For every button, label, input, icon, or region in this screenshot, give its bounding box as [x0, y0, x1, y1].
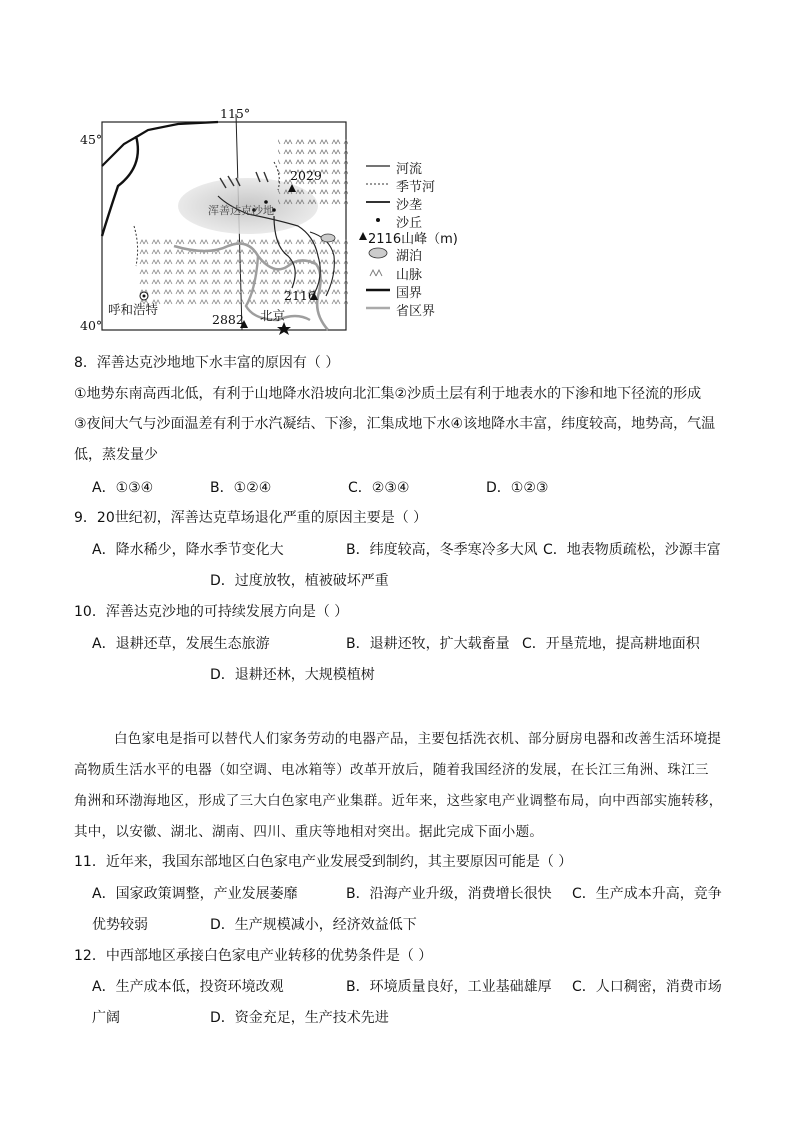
q11-option-c[interactable]: C．生产成本升高，竞争	[572, 886, 722, 902]
city-beijing-label: 北京	[260, 308, 286, 323]
sand-dune-dot-icon	[376, 218, 380, 222]
q9-option-c[interactable]: C．地表物质疏松，沙源丰富	[543, 542, 721, 558]
legend-sand-ridge: 沙垄	[396, 198, 423, 213]
q9-stem: 9．20世纪初，浑善达克草场退化严重的原因主要是（ ）	[74, 510, 428, 526]
q12-option-c-continued: 广阔	[92, 1010, 120, 1026]
q10-option-b[interactable]: B．退耕还牧，扩大载畜量	[346, 636, 510, 652]
q10-option-a[interactable]: A．退耕还草，发展生态旅游	[92, 636, 270, 652]
q8-line3: 低，蒸发量少	[74, 447, 158, 463]
q12-stem: 12．中西部地区承接白色家电产业转移的优势条件是（ ）	[74, 948, 433, 964]
q10-option-c[interactable]: C．开垦荒地，提高耕地面积	[522, 636, 700, 652]
q12-option-b[interactable]: B．环境质量良好，工业基础雄厚	[346, 979, 552, 995]
legend-sand-dune: 沙丘	[396, 216, 423, 231]
legend-river: 河流	[396, 162, 423, 177]
legend-mountain: 山脉	[396, 268, 423, 283]
q12-option-a[interactable]: A．生产成本低，投资环境改观	[92, 979, 284, 995]
q12-option-d[interactable]: D．资金充足，生产技术先进	[210, 1010, 389, 1026]
q11-option-d[interactable]: D．生产规模减小，经济效益低下	[210, 917, 417, 933]
longitude-label: 115°	[220, 106, 251, 121]
passage-line3: 角洲和环渤海地区，形成了三大白色家电产业集群。近年来，这些家电产业调整布局，向中西部实施转移，	[74, 793, 723, 809]
legend-peak: 2116山峰（m)	[368, 232, 458, 247]
passage-line1: 白色家电是指可以替代人们家务劳动的电器产品，主要包括洗衣机、部分厨房电器和改善生活环境提	[114, 731, 722, 747]
latitude-bottom-label: 40°	[80, 318, 103, 333]
peak-north-label: 2029	[290, 168, 322, 183]
passage-line4: 其中，以安徽、湖北、湖南、四川、重庆等地相对突出。据此完成下面小题。	[74, 824, 544, 840]
mountain-range-south	[138, 236, 348, 306]
legend-lake: 湖泊	[396, 249, 423, 264]
legend-seasonal-river: 季节河	[396, 180, 436, 195]
mountain-symbol-icon	[370, 270, 382, 276]
passage-line2: 高物质生活水平的电器（如空调、电冰箱等）改革开放后，随着我国经济的发展，在长江三角洲、珠江三	[74, 762, 709, 778]
city-hohhot-label: 呼和浩特	[108, 302, 159, 317]
q8-option-b[interactable]: B．①②④	[210, 480, 272, 496]
lake-ellipse-icon	[369, 248, 387, 258]
lake	[321, 234, 335, 242]
q8-stem: 8．浑善达克沙地地下水丰富的原因有（ ）	[74, 355, 340, 371]
q8-option-d[interactable]: D．①②③	[486, 480, 549, 496]
map-legend	[358, 156, 478, 319]
q9-option-d[interactable]: D．过度放牧，植被破坏严重	[210, 573, 389, 589]
q11-option-b[interactable]: B．沿海产业升级，消费增长很快	[346, 886, 552, 902]
legend-national-border: 国界	[396, 286, 423, 301]
q9-option-a[interactable]: A．降水稀少，降水季节变化大	[92, 542, 284, 558]
q8-option-a[interactable]: A．①③④	[92, 480, 154, 496]
q11-stem: 11．近年来，我国东部地区白色家电产业发展受到制约，其主要原因可能是（ ）	[74, 854, 573, 870]
peak-beijing-label: 2116	[284, 288, 316, 303]
q12-option-c[interactable]: C．人口稠密，消费市场	[572, 979, 722, 995]
q8-option-c[interactable]: C．②③④	[348, 480, 410, 496]
q8-line1: ①地势东南高西北低，有利于山地降水沿坡向北汇集②沙质土层有利于地表水的下渗和地下径流的形成	[74, 386, 702, 402]
q10-option-d[interactable]: D．退耕还林，大规模植树	[210, 667, 375, 683]
peak-south-label: 2882	[212, 312, 244, 327]
q10-stem: 10．浑善达克沙地的可持续发展方向是（ ）	[74, 604, 349, 620]
q11-option-a[interactable]: A．国家政策调整，产业发展萎靡	[92, 886, 298, 902]
region-label: 浑善达克沙地	[208, 204, 274, 217]
latitude-top-label: 45°	[80, 132, 103, 147]
q8-line2: ③夜间大气与沙面温差有利于水汽凝结、下渗，汇集成地下水④该地降水丰富，纬度较高，地势高，气温	[74, 416, 716, 432]
legend-provincial-border: 省区界	[396, 304, 436, 319]
sand-land-map	[78, 106, 368, 338]
q9-option-b[interactable]: B．纬度较高，冬季寒冷多大风	[346, 542, 538, 558]
peak-triangle-icon	[359, 232, 367, 240]
q11-option-c-continued: 优势较弱	[92, 917, 148, 933]
